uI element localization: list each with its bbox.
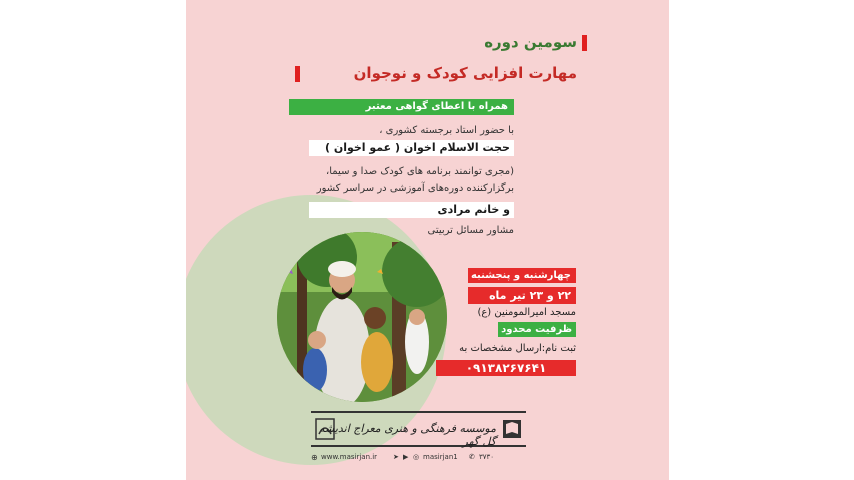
course-title: مهارت افزایی کودک و نوجوان (353, 64, 577, 82)
instagram-icon: ◎ (413, 453, 420, 461)
website-link[interactable]: www.masirjan.ir (321, 453, 378, 461)
poster (186, 0, 669, 480)
days-label: چهارشنبه و پنجشنبه (468, 268, 576, 283)
bio-line-1: (مجری توانمند برنامه های کودک صدا و سیما، (326, 166, 514, 177)
social-handle[interactable]: masirjan1 (423, 453, 458, 461)
phone-icon: ✆ (469, 453, 475, 461)
second-teacher-name: و خانم مرادی (309, 202, 514, 218)
footer-code: ۳۷۳۰ (479, 453, 495, 461)
second-teacher-role: مشاور مسائل تربیتی (427, 225, 514, 236)
certificate-banner: همراه با اعطای گواهی معتبر (289, 99, 514, 115)
institute-name: موسسه فرهنگی و هنری معراج اندیشه گل گهر (319, 422, 496, 448)
illustration-image (277, 232, 447, 402)
illustration-teacher-children (277, 232, 447, 402)
footer (311, 452, 531, 464)
teacher-name: حجت الاسلام اخوان ( عمو اخوان ) (309, 140, 514, 156)
institute-book-icon (500, 416, 524, 442)
venue-label: مسجد امیرالمومنین (ع) (477, 307, 576, 318)
institute-logo (311, 411, 526, 447)
red-accent-bar (582, 35, 587, 51)
bio-line-2: برگزارکننده دوره‌های آموزشی در سراسر کشور (316, 183, 514, 194)
dates-label: ۲۲ و ۲۳ تیر ماه (468, 287, 576, 304)
phone-number: ۰۹۱۳۸۲۶۷۶۴۱ (436, 360, 576, 376)
register-label: ثبت نام:ارسال مشخصات به (459, 343, 576, 354)
globe-icon: ⊕ (311, 453, 318, 462)
course-edition-title: سومین دوره (484, 33, 577, 51)
capacity-badge: ظرفیت محدود (498, 322, 576, 337)
red-accent-bar (295, 66, 300, 82)
video-icon: ▶ (403, 453, 409, 461)
telegram-icon: ➤ (393, 453, 399, 461)
presence-line: با حضور استاد برجسته کشوری ، (379, 125, 514, 136)
